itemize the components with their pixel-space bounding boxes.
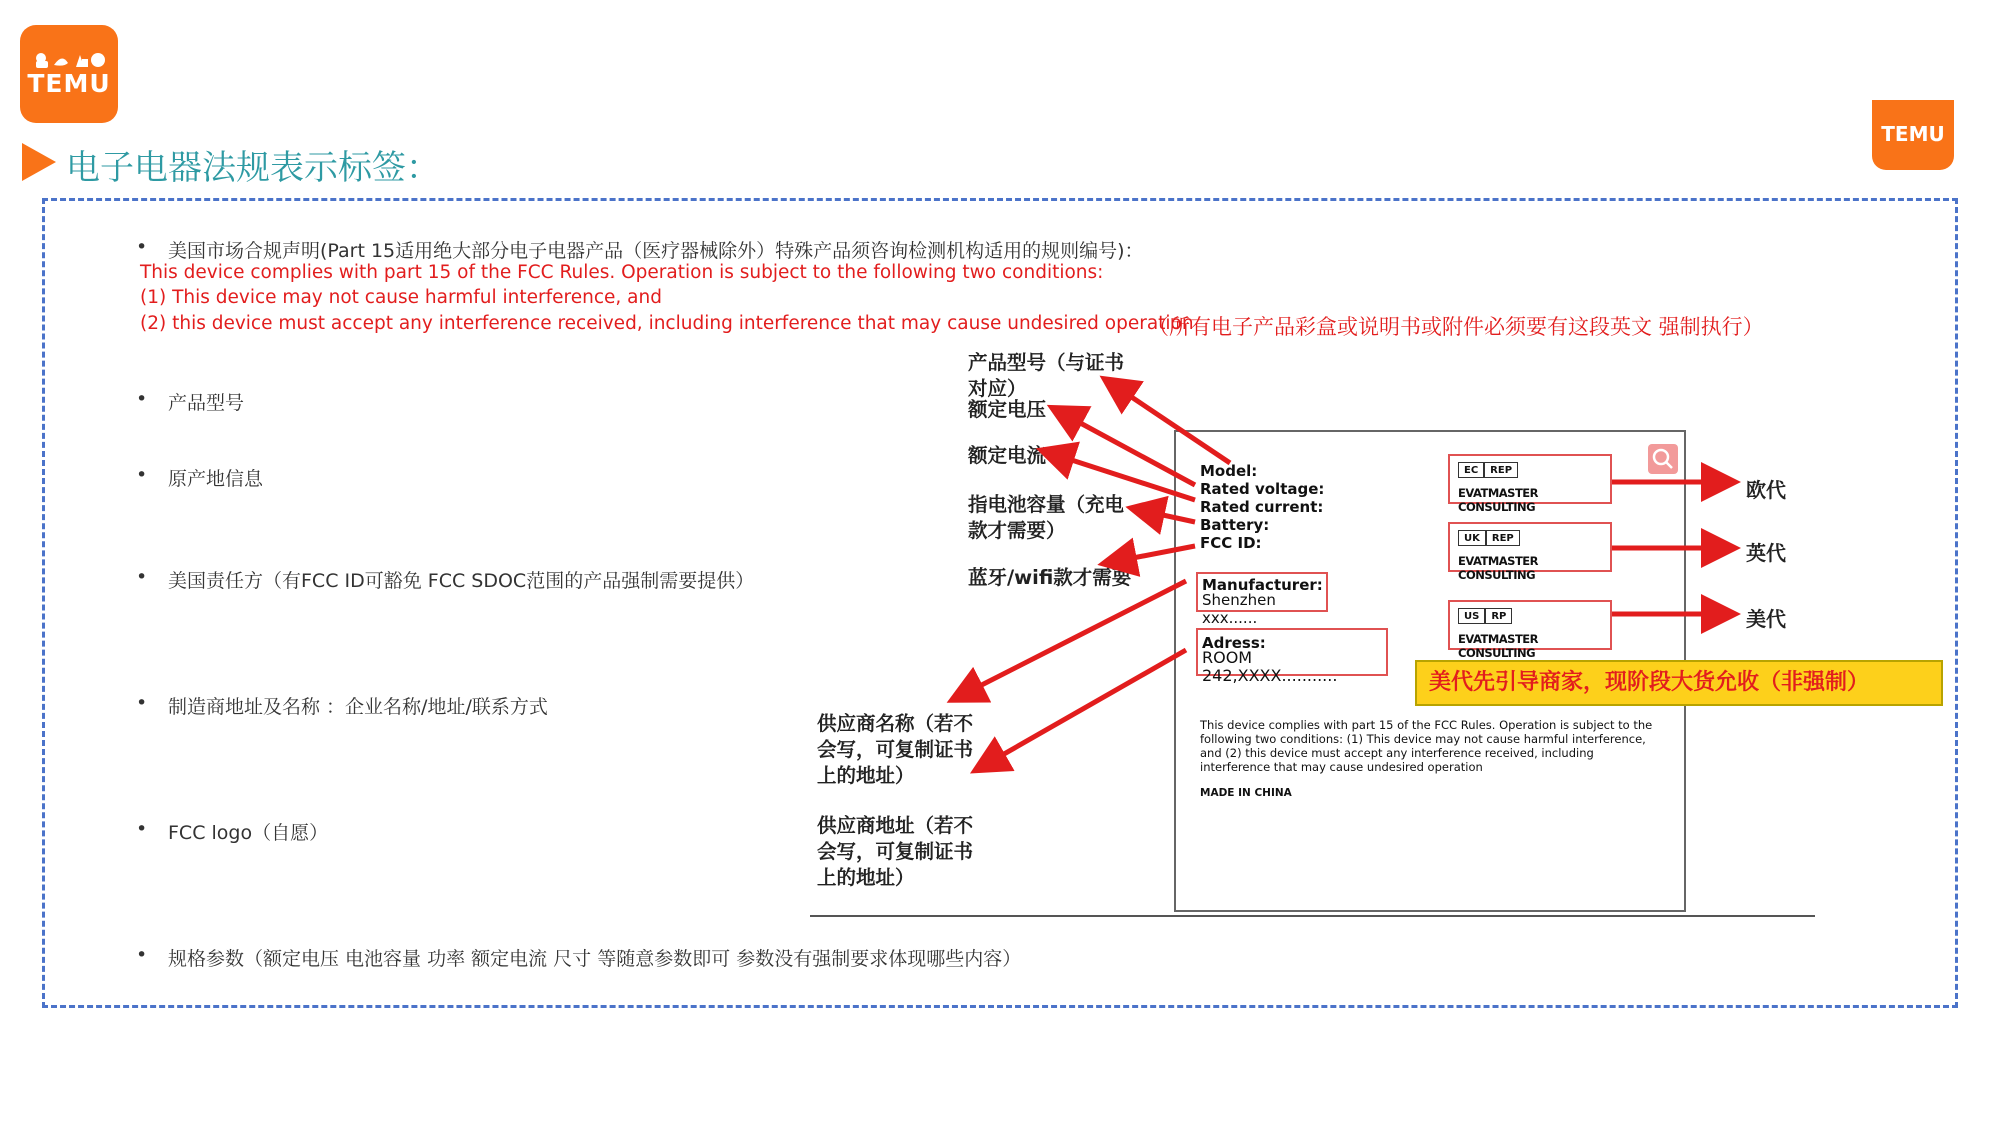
bullet-model: • 产品型号 <box>140 388 244 415</box>
manufacturer-value: Shenzhen xxx...... <box>1202 591 1276 627</box>
us-rep-name: EVATMASTER CONSULTING <box>1458 632 1539 660</box>
bullet-manufacturer: • 制造商地址及名称 ：企业名称/地址/联系方式 <box>140 692 548 719</box>
made-in-china: MADE IN CHINA <box>1200 787 1292 799</box>
fcc-intro: • 美国市场合规声明(Part 15适用绝大部分电子电器产品（医疗器械除外）特殊产品须咨询检测机构适用的规则编号)： <box>140 236 1144 263</box>
bullet-specs: • 规格参数（额定电压 电池容量 功率 额定电流 尺寸 等随意参数即可 参数没有强制要求体现哪些内容） <box>140 944 1021 971</box>
page-title: 电子电器法规表示标签： <box>66 148 440 188</box>
label-voltage: 额定电压 <box>968 398 1047 421</box>
card-fcc-id: FCC ID: <box>1200 534 1262 552</box>
address-label: Adress: <box>1202 634 1266 652</box>
card-voltage: Rated voltage: <box>1200 480 1325 498</box>
fcc-mandatory-note: （所有电子产品彩盒或说明书或附件必须要有这段英文 强制执行） <box>1148 315 1764 339</box>
card-fcc-statement: This device complies with part 15 of the FCC Rules. Operation is subject to the following two conditions: (1) This device may not cause harmful interference, and (2) this device must accept any interference received, including interference that may cause undesired operation <box>1200 718 1653 774</box>
label-battery: 指电池容量（充电款才需要） <box>968 493 1125 542</box>
label-model: 产品型号（与证书对应） <box>968 351 1125 400</box>
label-supplier-name: 供应商名称（若不会写，可复制证书上的地址） <box>817 712 974 787</box>
arrow-bluetooth <box>1112 546 1195 562</box>
uk-rep-name: EVATMASTER CONSULTING <box>1458 554 1539 582</box>
bullet-fcc-logo: • FCC logo（自愿） <box>140 818 328 845</box>
label-current: 额定电流 <box>968 444 1047 467</box>
temu-logo-text: TEMU <box>27 69 111 98</box>
eu-rep-name: EVATMASTER CONSULTING <box>1458 486 1539 514</box>
rep-tag: REP <box>1486 530 1520 546</box>
uk-tag: UK <box>1458 530 1486 546</box>
card-battery: Battery: <box>1200 516 1270 534</box>
address-value: ROOM 242,XXXX........... <box>1202 648 1338 685</box>
rep-tag: REP <box>1484 462 1518 478</box>
label-eu-rep: 欧代 <box>1746 478 1786 502</box>
us-rep-highlight-note: 美代先引导商家，现阶段大货允收（非强制） <box>1415 660 1943 706</box>
card-current: Rated current: <box>1200 498 1324 516</box>
manufacturer-label: Manufacturer: <box>1202 576 1323 594</box>
fcc-line-1: This device complies with part 15 of the FCC Rules. Operation is subject to the following two conditions: <box>140 262 1104 283</box>
arrow-current <box>1050 453 1195 500</box>
card-model: Model: <box>1200 462 1258 480</box>
fcc-line-3: (2) this device must accept any interference received, including interference that may cause undesired operation <box>140 313 1194 334</box>
arrow-voltage <box>1060 412 1195 485</box>
label-uk-rep: 英代 <box>1746 541 1786 565</box>
bullet-us-responsible: • 美国责任方（有FCC ID可豁免 FCC SDOC范围的产品强制需要提供） <box>140 566 754 593</box>
rp-tag: RP <box>1485 608 1512 624</box>
ec-tag: EC <box>1458 462 1484 478</box>
temu-corner-logo-text: TEMU <box>1881 122 1945 146</box>
arrow-battery <box>1140 510 1195 522</box>
us-tag: US <box>1458 608 1485 624</box>
label-us-rep: 美代 <box>1746 607 1786 631</box>
fcc-line-2: (1) This device may not cause harmful interference, and <box>140 287 662 308</box>
arrow-supplier-name <box>960 581 1186 696</box>
label-supplier-address: 供应商地址（若不会写，可复制证书上的地址） <box>817 814 974 889</box>
bullet-origin: • 原产地信息 <box>140 464 263 491</box>
label-bluetooth-wifi: 蓝牙/wifi款才需要 <box>968 566 1132 589</box>
